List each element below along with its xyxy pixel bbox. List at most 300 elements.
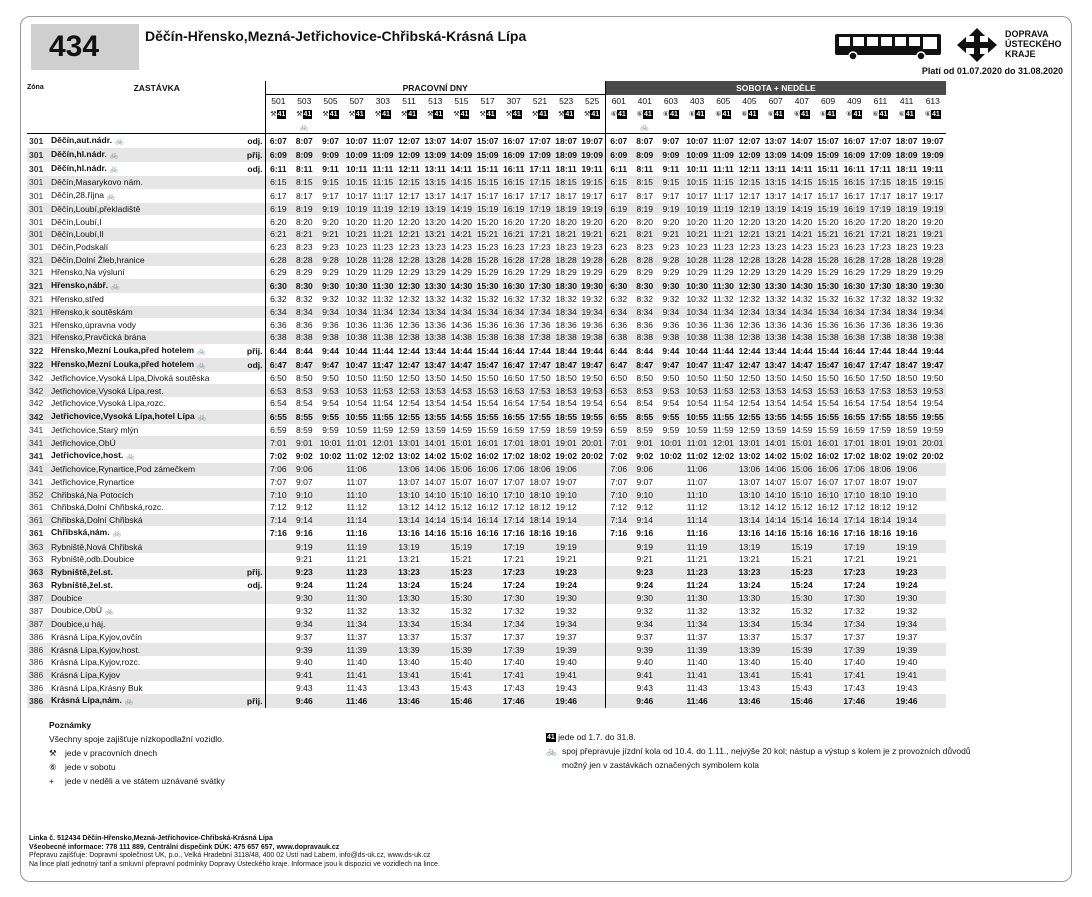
trip-bike-cell xyxy=(815,121,841,134)
departure-time: 17:21 xyxy=(503,554,525,565)
departure-time xyxy=(710,488,736,501)
departure-time: 11:53 xyxy=(710,384,736,397)
departure-time: 14:38 xyxy=(448,331,474,344)
departure-time: 6:20 xyxy=(605,215,631,228)
departure-time: 12:38 xyxy=(396,331,422,344)
departure-time: 13:01 xyxy=(736,436,762,449)
departure-time xyxy=(265,579,291,592)
departure-time: 16:36 xyxy=(843,319,865,330)
departure-time: 8:11 xyxy=(296,164,313,174)
departure-time: 9:41 xyxy=(632,669,658,682)
stop-name-text: Jetřichovice,Vysoká Lípa,rest. xyxy=(51,385,164,396)
departure-time: 12:28 xyxy=(736,253,762,266)
trip-validity-symbols xyxy=(632,107,658,121)
departure-time xyxy=(422,669,448,682)
departure-time: 17:37 xyxy=(503,631,525,642)
departure-time xyxy=(605,618,631,631)
departure-time xyxy=(920,604,946,618)
stop-name xyxy=(49,384,244,397)
zone-cell: 386 xyxy=(27,669,49,682)
zone-cell: 341 xyxy=(27,436,49,449)
departure-time xyxy=(710,604,736,618)
departure-time: 16:09 xyxy=(841,148,867,162)
period-41-icon: 41 xyxy=(408,111,417,119)
departure-time: 12:23 xyxy=(398,242,420,253)
departure-time: 19:29 xyxy=(922,267,944,278)
departure-time: 12:07 xyxy=(396,134,422,149)
departure-time: 9:34 xyxy=(317,306,343,319)
departure-time: 14:01 xyxy=(763,436,789,449)
departure-time: 17:28 xyxy=(867,253,893,266)
departure-time: 11:32 xyxy=(712,294,734,305)
departure-time: 11:16 xyxy=(686,528,708,539)
trip-number: 511 xyxy=(402,96,416,106)
departure-time: 13:10 xyxy=(736,488,762,501)
departure-time: 18:32 xyxy=(895,294,918,305)
departure-time: 11:40 xyxy=(686,657,708,668)
departure-time: 17:30 xyxy=(501,591,527,604)
departure-time xyxy=(920,566,946,579)
departure-time: 15:06 xyxy=(448,463,474,476)
departure-time: 13:15 xyxy=(763,176,789,189)
departure-time: 9:32 xyxy=(662,294,680,305)
departure-time: 17:40 xyxy=(843,657,865,668)
departure-time: 17:34 xyxy=(501,618,527,631)
departure-time: 9:40 xyxy=(636,657,653,668)
arr-dep-mark: odj. xyxy=(244,358,265,372)
trip-number: 603 xyxy=(663,95,678,106)
departure-time: 13:41 xyxy=(736,669,762,682)
departure-time xyxy=(475,604,501,618)
departure-time xyxy=(370,604,396,618)
period-41-icon: 41 xyxy=(827,111,836,119)
departure-time xyxy=(658,669,684,682)
departure-time xyxy=(920,553,946,566)
departure-time xyxy=(815,553,841,566)
departure-time xyxy=(815,540,841,553)
departure-time: 15:59 xyxy=(476,424,499,435)
departure-time: 11:44 xyxy=(712,345,734,356)
hammers-icon: ⚒ xyxy=(49,748,57,758)
departure-time: 16:21 xyxy=(501,228,527,241)
bicycle-icon: 🚲 xyxy=(111,282,120,290)
stop-name xyxy=(49,694,244,708)
zone-cell: 386 xyxy=(27,643,49,656)
departure-time: 13:47 xyxy=(763,358,789,372)
departure-time: 9:15 xyxy=(658,176,684,189)
departure-time: 19:15 xyxy=(579,176,605,189)
departure-time: 11:47 xyxy=(370,358,396,372)
stop-name xyxy=(49,134,244,149)
timetable-row xyxy=(27,241,946,254)
departure-time: 18:38 xyxy=(553,331,579,344)
departure-time: 6:50 xyxy=(265,372,291,385)
departure-time: 9:07 xyxy=(317,134,343,149)
departure-time xyxy=(658,591,684,604)
departure-time: 10:19 xyxy=(344,203,370,216)
trip-bike-cell xyxy=(475,121,501,134)
departure-time xyxy=(763,579,789,592)
departure-time: 19:37 xyxy=(555,631,577,642)
trip-validity-symbols xyxy=(658,107,684,121)
departure-time xyxy=(370,514,396,527)
departure-time: 9:09 xyxy=(317,148,343,162)
departure-time xyxy=(265,591,291,604)
departure-time: 15:12 xyxy=(791,502,813,513)
departure-time: 8:21 xyxy=(632,228,658,241)
departure-time: 18:12 xyxy=(529,502,551,513)
stop-name xyxy=(49,215,244,228)
bicycle-icon: 🚲 xyxy=(197,413,207,421)
departure-time: 10:44 xyxy=(686,345,708,356)
zone-cell: 363 xyxy=(27,540,49,553)
departure-time: 12:36 xyxy=(398,319,420,330)
departure-time: 15:32 xyxy=(817,294,839,305)
trip-number: 515 xyxy=(454,96,469,106)
period-41-icon: 41 xyxy=(565,111,574,119)
departure-time: 15:14 xyxy=(448,514,474,527)
departure-time: 9:54 xyxy=(662,398,680,409)
departure-time: 16:07 xyxy=(817,477,839,488)
timetable-row xyxy=(27,476,946,489)
departure-time xyxy=(867,694,893,708)
departure-time xyxy=(605,566,631,579)
departure-time: 12:07 xyxy=(736,134,762,149)
departure-time: 13:43 xyxy=(398,682,420,693)
departure-time: 18:50 xyxy=(555,372,577,383)
departure-time: 13:29 xyxy=(424,267,446,278)
departure-time: 13:07 xyxy=(763,134,789,149)
departure-time: 16:14 xyxy=(815,514,841,527)
trip-bike-cell xyxy=(422,121,448,134)
departure-time: 19:28 xyxy=(920,253,946,266)
arr-dep-mark xyxy=(244,228,265,241)
trip-validity-symbols xyxy=(527,107,553,121)
departure-time xyxy=(920,643,946,656)
departure-time: 17:02 xyxy=(843,451,866,461)
departure-time: 19:32 xyxy=(895,605,918,616)
trip-bike-cell xyxy=(632,121,658,134)
trip-number: 517 xyxy=(480,96,495,106)
departure-time: 8:36 xyxy=(296,319,313,330)
zone-cell: 341 xyxy=(27,463,49,476)
departure-time: 18:10 xyxy=(527,488,553,501)
trip-validity-symbols xyxy=(736,107,762,121)
departure-time: 10:36 xyxy=(686,319,708,330)
departure-time: 19:16 xyxy=(895,528,918,539)
departure-time: 13:40 xyxy=(398,657,420,668)
departure-time: 9:07 xyxy=(296,477,313,488)
departure-time: 13:50 xyxy=(424,372,446,383)
timetable-row xyxy=(27,501,946,514)
departure-time: 15:46 xyxy=(448,694,474,708)
departure-time: 14:16 xyxy=(424,528,447,539)
departure-time: 11:43 xyxy=(346,682,367,693)
departure-time: 17:06 xyxy=(501,463,527,476)
departure-time xyxy=(370,501,396,514)
trip-validity-symbols xyxy=(344,107,370,121)
period-41-icon: 41 xyxy=(801,111,809,119)
departure-time: 13:02 xyxy=(738,451,761,461)
departure-time: 14:59 xyxy=(450,424,473,435)
departure-time: 16:23 xyxy=(503,242,525,253)
departure-time: 17:23 xyxy=(869,242,892,253)
departure-time: 19:23 xyxy=(894,566,920,579)
departure-time: 7:02 xyxy=(265,449,291,463)
arr-dep-mark xyxy=(244,656,265,669)
departure-time: 6:30 xyxy=(265,279,291,293)
departure-time: 13:44 xyxy=(424,345,447,356)
departure-time: 18:21 xyxy=(553,228,579,241)
section-header-row xyxy=(27,81,946,95)
trip-bike-cell xyxy=(370,121,396,134)
departure-time xyxy=(370,526,396,540)
zone-cell: 363 xyxy=(29,579,44,590)
stop-name-text: Hřensko,Mezní Louka,před hotelem xyxy=(51,344,195,355)
departure-time: 17:21 xyxy=(527,228,553,241)
departure-time: 14:23 xyxy=(791,242,813,253)
departure-time: 14:28 xyxy=(789,253,815,266)
departure-time: 14:59 xyxy=(791,424,813,435)
departure-time: 13:34 xyxy=(422,306,448,319)
departure-time xyxy=(527,604,553,618)
departure-time: 8:28 xyxy=(291,253,317,266)
stop-name-text: Hřensko,střed xyxy=(51,294,104,305)
timetable-row xyxy=(27,203,946,216)
departure-time: 20:01 xyxy=(579,436,605,449)
departure-time: 17:43 xyxy=(503,682,525,693)
zone-cell: 386 xyxy=(29,682,44,693)
departure-time: 19:19 xyxy=(894,540,920,553)
timetable-row xyxy=(27,631,946,644)
departure-time: 19:19 xyxy=(920,203,946,216)
departure-time: 11:29 xyxy=(372,267,394,278)
departure-time: 13:11 xyxy=(765,164,787,174)
departure-time: 15:16 xyxy=(790,528,813,539)
bicycle-icon: 🚲 xyxy=(197,361,206,369)
timetable-row xyxy=(27,604,946,618)
departure-time: 17:34 xyxy=(527,306,553,319)
departure-time: 15:23 xyxy=(476,242,499,253)
departure-time xyxy=(422,566,448,579)
departure-time: 19:23 xyxy=(581,242,603,253)
stop-name xyxy=(49,540,244,553)
timetable-row xyxy=(27,410,946,424)
departure-time: 15:37 xyxy=(791,631,813,642)
departure-time: 6:23 xyxy=(265,241,291,254)
departure-time: 15:14 xyxy=(789,514,815,527)
departure-time: 14:11 xyxy=(791,164,813,174)
departure-time xyxy=(710,540,736,553)
departure-time: 11:30 xyxy=(344,591,370,604)
departure-time: 8:47 xyxy=(291,358,317,372)
timetable-row xyxy=(27,669,946,682)
departure-time xyxy=(815,579,841,592)
departure-time: 8:44 xyxy=(636,345,654,356)
departure-time: 10:09 xyxy=(684,148,710,162)
departure-time xyxy=(317,501,343,514)
stop-name xyxy=(49,189,244,203)
stop-name-text: Rybniště,Nová Chřibská xyxy=(51,541,143,552)
departure-time: 19:34 xyxy=(553,618,579,631)
departure-time: 13:55 xyxy=(763,410,789,424)
departure-time: 17:39 xyxy=(841,643,867,656)
trip-bike-cell xyxy=(527,121,553,134)
departure-time: 17:07 xyxy=(527,134,553,149)
departure-time: 19:11 xyxy=(922,164,944,174)
departure-time: 12:15 xyxy=(736,176,762,189)
departure-time xyxy=(527,694,553,708)
hammers-icon: ⚒ xyxy=(348,111,355,119)
departure-time: 17:02 xyxy=(502,451,525,461)
departure-time: 14:09 xyxy=(789,148,815,162)
departure-time: 12:02 xyxy=(371,451,394,461)
departure-time xyxy=(658,618,684,631)
departure-time: 7:10 xyxy=(605,488,631,501)
departure-time xyxy=(658,694,684,708)
departure-time xyxy=(658,579,684,592)
departure-time xyxy=(605,669,631,682)
footer-info xyxy=(29,835,440,869)
departure-time: 13:07 xyxy=(422,134,448,149)
departure-time: 13:50 xyxy=(765,372,787,383)
departure-time: 19:17 xyxy=(922,190,944,201)
timetable-row xyxy=(27,331,946,344)
departure-time: 10:07 xyxy=(344,134,370,149)
trip-number: 409 xyxy=(847,95,862,106)
trip-validity-symbols xyxy=(867,107,893,121)
stop-name xyxy=(49,514,244,527)
departure-time: 11:14 xyxy=(684,514,710,527)
departure-time: 17:38 xyxy=(527,331,553,344)
trip-bike-row xyxy=(27,121,946,134)
zone-cell: 321 xyxy=(27,331,49,344)
departure-time: 17:17 xyxy=(529,190,551,201)
departure-time: 9:23 xyxy=(632,566,658,579)
departure-time: 6:19 xyxy=(605,203,631,216)
stop-name-text: Rybniště,žel.st. xyxy=(51,567,113,578)
departure-time: 13:32 xyxy=(738,605,761,616)
departure-time: 19:21 xyxy=(895,554,918,565)
sunday-cross-icon: + xyxy=(49,776,54,786)
departure-time: 19:34 xyxy=(894,618,920,631)
departure-time: 8:19 xyxy=(291,203,317,216)
stop-name-text: Děčín,28.října xyxy=(51,189,104,200)
departure-time: 16:07 xyxy=(476,477,499,488)
departure-time: 18:02 xyxy=(869,451,892,461)
departure-time: 19:34 xyxy=(920,306,946,319)
departure-time: 13:43 xyxy=(738,682,761,693)
departure-time xyxy=(867,540,893,553)
arr-dep-mark xyxy=(244,618,265,631)
stop-name-text: Krásná Lípa,Kyjov,host. xyxy=(51,644,141,655)
departure-time: 15:21 xyxy=(791,554,813,565)
departure-time: 19:37 xyxy=(895,631,918,642)
departure-time: 17:21 xyxy=(867,228,893,241)
departure-time: 19:02 xyxy=(895,451,918,461)
departure-time xyxy=(658,681,684,694)
departure-time xyxy=(867,669,893,682)
departure-time: 16:17 xyxy=(503,190,525,201)
departure-time xyxy=(920,526,946,540)
departure-time: 19:28 xyxy=(579,253,605,266)
departure-time: 6:21 xyxy=(605,228,631,241)
departure-time: 15:07 xyxy=(450,477,473,488)
footer-line-number: Linka č. 512434 Děčín-Hřensko,Mezná-Jetřichovice-Chřibská-Krásná Lípa xyxy=(29,835,273,842)
departure-time xyxy=(317,591,343,604)
departure-time: 20:02 xyxy=(921,451,944,461)
departure-time: 8:34 xyxy=(291,306,317,319)
departure-time: 19:02 xyxy=(555,451,578,461)
departure-time: 15:30 xyxy=(448,591,474,604)
hammers-icon: ⚒ xyxy=(531,111,539,119)
departure-time: 9:19 xyxy=(632,540,658,553)
note-bikes-cont: možný jen v zastávkách označených symbolem kola xyxy=(562,760,760,770)
arr-dep-mark: přij. xyxy=(244,148,265,162)
departure-time: 16:01 xyxy=(815,436,841,449)
zone-cell: 352 xyxy=(27,488,49,501)
departure-time: 14:12 xyxy=(765,502,787,513)
departure-time: 15:23 xyxy=(817,242,839,253)
departure-time: 18:20 xyxy=(555,216,577,227)
departure-time: 15:24 xyxy=(790,579,813,590)
trip-validity-symbols xyxy=(710,107,736,121)
departure-time: 6:20 xyxy=(265,215,291,228)
arr-dep-mark: odj. xyxy=(247,164,263,174)
departure-time: 13:11 xyxy=(424,164,446,174)
departure-time: 19:30 xyxy=(894,591,920,604)
departure-time: 16:17 xyxy=(843,190,865,201)
departure-time: 15:32 xyxy=(791,605,813,616)
departure-time: 15:41 xyxy=(789,669,815,682)
departure-time: 15:07 xyxy=(475,134,501,149)
departure-time: 19:32 xyxy=(555,605,577,616)
departure-time: 14:23 xyxy=(450,242,473,253)
departure-time: 12:32 xyxy=(398,294,420,305)
departure-time: 17:20 xyxy=(529,216,551,227)
bicycle-icon: 🚲 xyxy=(546,746,557,756)
departure-time: 11:01 xyxy=(344,436,370,449)
departure-time: 17:37 xyxy=(843,631,865,642)
departure-time: 6:28 xyxy=(605,253,631,266)
period-41-icon: 41 xyxy=(486,111,495,119)
departure-time: 9:34 xyxy=(632,618,658,631)
departure-time: 16:36 xyxy=(503,319,525,330)
departure-time: 14:34 xyxy=(448,306,474,319)
departure-time xyxy=(317,579,343,592)
timetable-row xyxy=(27,134,946,149)
departure-time: 9:30 xyxy=(658,279,684,293)
stop-name-text: Jetřichovice,host. xyxy=(51,450,124,460)
departure-time: 18:29 xyxy=(555,267,577,278)
departure-time: 15:55 xyxy=(815,410,841,424)
departure-time: 8:55 xyxy=(291,410,317,424)
departure-time: 12:53 xyxy=(736,384,762,397)
departure-time: 8:30 xyxy=(632,279,658,293)
departure-time: 19:59 xyxy=(922,424,944,435)
departure-time: 17:15 xyxy=(527,176,553,189)
departure-time xyxy=(422,579,448,592)
departure-time: 7:14 xyxy=(605,514,631,527)
departure-time: 14:38 xyxy=(789,331,815,344)
stop-name-text: Jetřichovice,Vysoká Lípa,Divoká soutěska xyxy=(51,372,210,383)
departure-time: 18:09 xyxy=(553,148,579,162)
departure-time xyxy=(658,501,684,514)
trip-symbol-row xyxy=(27,107,946,121)
departure-time: 13:46 xyxy=(736,694,762,708)
arr-dep-mark xyxy=(244,514,265,527)
departure-time: 9:39 xyxy=(291,643,317,656)
